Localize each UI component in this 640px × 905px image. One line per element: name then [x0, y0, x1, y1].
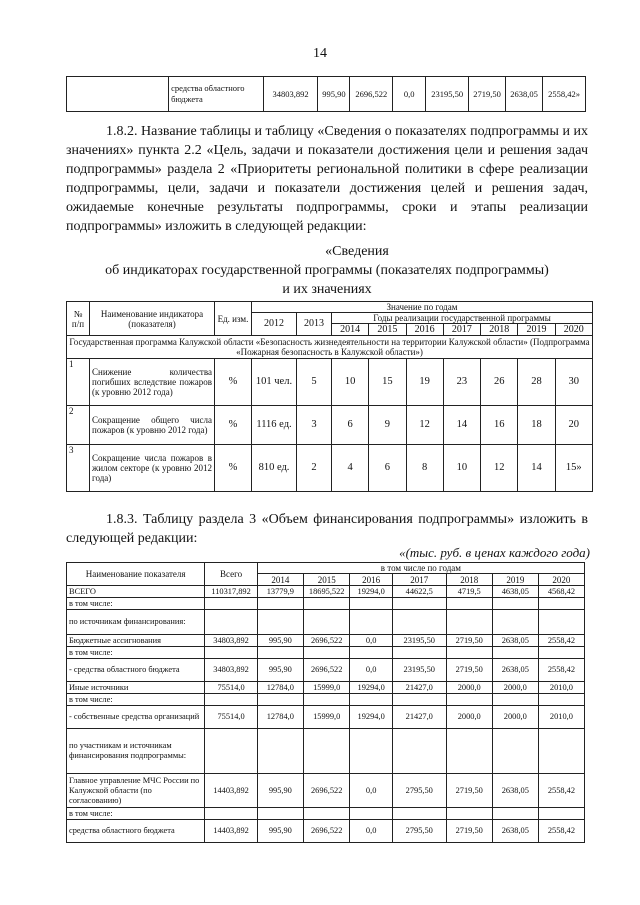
value: 18	[518, 406, 555, 445]
row-value: 2719,50	[446, 659, 492, 682]
header-year: 2013	[297, 313, 332, 336]
header-year: 2015	[369, 324, 406, 336]
row-value: 995,90	[257, 774, 303, 808]
unit: %	[215, 406, 252, 445]
value: 6	[332, 406, 369, 445]
row-value: 19294,0	[350, 586, 392, 598]
table-header-row	[67, 302, 593, 313]
table-row	[67, 647, 585, 659]
row-value	[392, 610, 446, 635]
row-value	[303, 647, 350, 659]
indicator-name: Сокращение числа пожаров в жилом секторе (к уровню 2012 года)	[90, 445, 215, 492]
row-name: в том числе:	[67, 694, 205, 706]
row-value: 0,0	[350, 774, 392, 808]
table-cell: 0,0	[393, 77, 426, 112]
fragment-table	[66, 76, 586, 112]
row-value	[392, 647, 446, 659]
finance-table	[66, 562, 585, 843]
row-value: 2558,42	[538, 774, 584, 808]
row-value: 0,0	[350, 659, 392, 682]
row-value	[392, 694, 446, 706]
row-value	[492, 808, 538, 820]
row-value	[538, 694, 584, 706]
table-row	[67, 635, 585, 647]
row-total	[205, 694, 257, 706]
row-total: 14403,892	[205, 774, 257, 808]
table-header-row	[67, 563, 585, 574]
row-value: 15999,0	[303, 682, 350, 694]
row-value: 4638,05	[492, 586, 538, 598]
row-value	[303, 808, 350, 820]
table-row	[67, 659, 585, 682]
row-value	[350, 808, 392, 820]
header-no: № п/п	[67, 302, 90, 336]
value: 15	[369, 359, 406, 406]
row-name: по источникам финансирования:	[67, 610, 205, 635]
row-value: 0,0	[350, 635, 392, 647]
value-2012: 810 ед.	[252, 445, 297, 492]
indicator-name: Сокращение общего числа пожаров (к уровню 2012 года)	[90, 406, 215, 445]
header-incl: в том числе по годам	[257, 563, 584, 574]
row-total	[205, 647, 257, 659]
row-total	[205, 729, 257, 774]
row-value	[392, 598, 446, 610]
header-year: 2015	[303, 574, 350, 586]
row-value: 0,0	[350, 820, 392, 843]
row-name: в том числе:	[67, 808, 205, 820]
header-year: 2018	[481, 324, 518, 336]
table-row	[67, 445, 593, 492]
row-value: 19294,0	[350, 706, 392, 729]
header-total: Всего	[205, 563, 257, 586]
page-number: 14	[313, 46, 327, 61]
row-name: средства областного бюджета	[67, 820, 205, 843]
table-row	[67, 706, 585, 729]
row-value	[303, 694, 350, 706]
row-value	[446, 647, 492, 659]
row-value	[446, 694, 492, 706]
row-value: 995,90	[257, 635, 303, 647]
row-no: 3	[67, 445, 90, 492]
header-year: 2019	[492, 574, 538, 586]
row-name: - средства областного бюджета	[67, 659, 205, 682]
table-row	[67, 774, 585, 808]
header-years-group: Годы реализации государственной программы	[332, 313, 593, 324]
program-section: Государственная программа Калужской области «Безопасность жизнедеятельности на территории Калужской области» (Подпрограмма «Пожарная безопасность в Калужской области»)	[67, 336, 593, 359]
section-title	[66, 242, 588, 299]
table-cell: 2719,50	[469, 77, 506, 112]
row-value	[492, 694, 538, 706]
row-value: 12784,0	[257, 706, 303, 729]
row-value: 995,90	[257, 659, 303, 682]
value: 16	[481, 406, 518, 445]
table-row	[67, 359, 593, 406]
header-year: 2020	[555, 324, 592, 336]
header-year: 2019	[518, 324, 555, 336]
row-no: 1	[67, 359, 90, 406]
table-row	[67, 820, 585, 843]
row-value	[492, 647, 538, 659]
row-value: 2719,50	[446, 635, 492, 647]
row-value	[392, 808, 446, 820]
row-value	[350, 610, 392, 635]
paragraph-1-8-3: 1.8.3. Таблицу раздела 3 «Объем финансирования подпрограммы» изложить в следующей редакции:	[66, 512, 588, 546]
row-no: 2	[67, 406, 90, 445]
row-value: 2795,50	[392, 774, 446, 808]
row-total: 34803,892	[205, 659, 257, 682]
row-value: 995,90	[257, 820, 303, 843]
header-year: 2012	[252, 313, 297, 336]
value: 8	[406, 445, 443, 492]
units-note: «(тыс. руб. в ценах каждого года)	[399, 545, 590, 560]
row-value	[446, 808, 492, 820]
value-2013: 5	[297, 359, 332, 406]
row-value	[538, 610, 584, 635]
header-name: Наименование индикатора (показателя)	[90, 302, 215, 336]
row-name: Иные источники	[67, 682, 205, 694]
row-value: 19294,0	[350, 682, 392, 694]
row-value: 15999,0	[303, 706, 350, 729]
table-cell: 2696,522	[350, 77, 393, 112]
row-value: 4568,42	[538, 586, 584, 598]
value: 15»	[555, 445, 592, 492]
row-value: 2558,42	[538, 635, 584, 647]
header-name: Наименование показателя	[67, 563, 205, 586]
value: 28	[518, 359, 555, 406]
table-cell: 23195,50	[426, 77, 469, 112]
table-row	[67, 77, 586, 112]
value: 30	[555, 359, 592, 406]
row-value: 2000,0	[492, 706, 538, 729]
row-total	[205, 610, 257, 635]
row-value: 2696,522	[303, 820, 350, 843]
row-total: 75514,0	[205, 706, 257, 729]
row-value	[303, 610, 350, 635]
row-value: 2010,0	[538, 706, 584, 729]
value: 6	[369, 445, 406, 492]
row-value: 12784,0	[257, 682, 303, 694]
value: 26	[481, 359, 518, 406]
row-value: 2000,0	[446, 706, 492, 729]
row-name: ВСЕГО	[67, 586, 205, 598]
row-value	[446, 729, 492, 774]
row-value	[538, 647, 584, 659]
value: 4	[332, 445, 369, 492]
table-row	[67, 406, 593, 445]
row-total	[205, 598, 257, 610]
row-value	[257, 808, 303, 820]
header-year: 2016	[350, 574, 392, 586]
table-row	[67, 586, 585, 598]
row-name: - собственные средства организаций	[67, 706, 205, 729]
row-total: 34803,892	[205, 635, 257, 647]
row-value: 2795,50	[392, 820, 446, 843]
value-2012: 1116 ед.	[252, 406, 297, 445]
value: 10	[332, 359, 369, 406]
row-value: 2638,05	[492, 635, 538, 647]
row-name: Главное управление МЧС России по Калужской области (по согласованию)	[67, 774, 205, 808]
value: 12	[481, 445, 518, 492]
fragment-row-name: средства областного бюджета	[169, 77, 264, 112]
row-value	[350, 694, 392, 706]
header-unit: Ед. изм.	[215, 302, 252, 336]
value-2013: 2	[297, 445, 332, 492]
table-cell: 2638,05	[506, 77, 543, 112]
indicators-table	[66, 301, 593, 492]
row-value: 2638,05	[492, 659, 538, 682]
value: 14	[443, 406, 480, 445]
table-row	[67, 729, 585, 774]
title-line: и их значениях	[282, 282, 372, 297]
row-total	[205, 808, 257, 820]
header-year: 2018	[446, 574, 492, 586]
row-name: Бюджетные ассигнования	[67, 635, 205, 647]
row-total: 75514,0	[205, 682, 257, 694]
row-value: 23195,50	[392, 635, 446, 647]
row-value	[492, 729, 538, 774]
row-value: 2696,522	[303, 659, 350, 682]
row-value: 18695,522	[303, 586, 350, 598]
title-line: об индикаторах государственной программы (показателях подпрограммы)	[105, 263, 549, 278]
table-row	[67, 610, 585, 635]
indicator-name: Снижение количества погибших вследствие пожаров (к уровню 2012 года)	[90, 359, 215, 406]
table-cell: 2558,42»	[543, 77, 586, 112]
header-year: 2020	[538, 574, 584, 586]
finance-body	[67, 586, 585, 843]
header-year: 2014	[257, 574, 303, 586]
header-values: Значение по годам	[252, 302, 593, 313]
row-value	[392, 729, 446, 774]
row-value: 2638,05	[492, 820, 538, 843]
row-value	[492, 610, 538, 635]
row-value	[446, 598, 492, 610]
row-value	[350, 729, 392, 774]
row-value: 2719,50	[446, 820, 492, 843]
value: 10	[443, 445, 480, 492]
row-value	[257, 694, 303, 706]
row-value	[350, 598, 392, 610]
table-row	[67, 694, 585, 706]
row-name: в том числе:	[67, 647, 205, 659]
paragraph-1-8-2: 1.8.2. Название таблицы и таблицу «Сведения о показателях подпрограммы и их значениях» пункта 2.2 «Цель, задачи и показатели достижения цели и решения задач подпрограммы» раздела 2 «Приоритеты региональной политики в сфере реализации подпрограммы, цели, задачи и показатели достижения целей и решения задач, ожидаемые конечные результаты подпрограммы, сроки и этапы реализации подпрограммы» изложить в следующей редакции:	[66, 124, 588, 234]
row-value: 2696,522	[303, 774, 350, 808]
unit: %	[215, 359, 252, 406]
row-value: 2000,0	[446, 682, 492, 694]
row-value	[257, 598, 303, 610]
table-row	[67, 808, 585, 820]
row-value: 23195,50	[392, 659, 446, 682]
row-value: 4719,5	[446, 586, 492, 598]
row-value: 2000,0	[492, 682, 538, 694]
row-value	[446, 610, 492, 635]
row-value	[303, 598, 350, 610]
row-value	[492, 598, 538, 610]
header-year: 2016	[406, 324, 443, 336]
unit: %	[215, 445, 252, 492]
row-value	[350, 647, 392, 659]
row-value	[257, 729, 303, 774]
row-name: в том числе:	[67, 598, 205, 610]
header-year: 2014	[332, 324, 369, 336]
table-row	[67, 682, 585, 694]
row-value: 2558,42	[538, 659, 584, 682]
value: 20	[555, 406, 592, 445]
value-2013: 3	[297, 406, 332, 445]
row-value: 21427,0	[392, 682, 446, 694]
row-value: 2558,42	[538, 820, 584, 843]
row-value: 44622,5	[392, 586, 446, 598]
row-value: 2010,0	[538, 682, 584, 694]
value: 23	[443, 359, 480, 406]
row-value: 2638,05	[492, 774, 538, 808]
row-value: 2696,522	[303, 635, 350, 647]
row-value	[303, 729, 350, 774]
row-value: 13779,9	[257, 586, 303, 598]
row-value	[257, 610, 303, 635]
value: 19	[406, 359, 443, 406]
row-value: 2719,50	[446, 774, 492, 808]
row-value	[538, 598, 584, 610]
value: 9	[369, 406, 406, 445]
section-row	[67, 336, 593, 359]
header-year: 2017	[392, 574, 446, 586]
table-cell: 995,90	[318, 77, 350, 112]
header-year: 2017	[443, 324, 480, 336]
value: 14	[518, 445, 555, 492]
row-name: по участникам и источникам финансирования подпрограммы:	[67, 729, 205, 774]
value-2012: 101 чел.	[252, 359, 297, 406]
row-value	[538, 808, 584, 820]
row-total: 14403,892	[205, 820, 257, 843]
row-value	[257, 647, 303, 659]
table-cell: 34803,892	[263, 77, 318, 112]
row-value: 21427,0	[392, 706, 446, 729]
table-row	[67, 598, 585, 610]
title-line: «Сведения	[325, 244, 389, 259]
row-value	[538, 729, 584, 774]
row-total: 110317,892	[205, 586, 257, 598]
value: 12	[406, 406, 443, 445]
